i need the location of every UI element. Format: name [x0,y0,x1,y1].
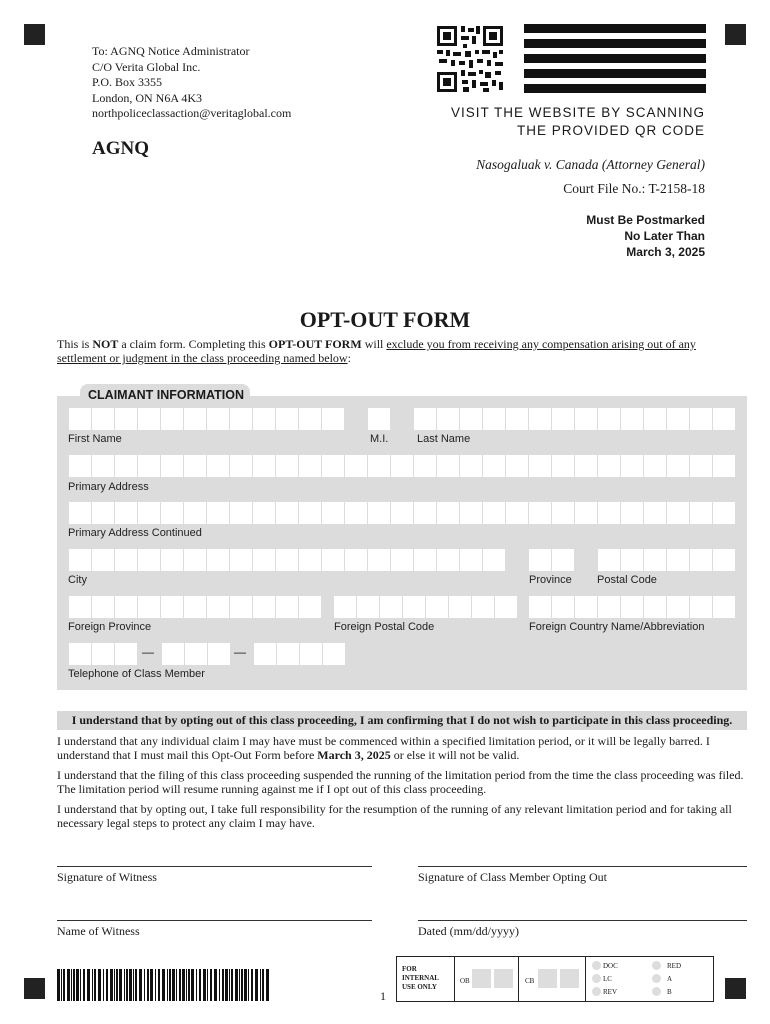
postmark-deadline [480,212,705,260]
internal-label: INTERNAL [402,974,439,982]
char-box[interactable] [621,455,643,477]
char-box[interactable] [162,643,184,665]
intro-not: NOT [92,337,119,351]
cb-label: CB [525,977,535,985]
char-box[interactable] [276,502,298,524]
declaration-paragraph [57,734,749,762]
char-box[interactable] [69,502,91,524]
char-box[interactable] [207,502,229,524]
char-box[interactable] [92,596,114,618]
char-box[interactable] [621,408,643,430]
registration-mark-bottom-left [24,978,45,999]
declaration-paragraph: I understand that by opting out, I take full responsibility for the resumption of the running of any relevant limitation period and for taking all necessary legal steps to protect any claim I may have. [57,802,732,830]
declaration-text: I understand that any individual claim I may have must be commenced within a specified limitation period, or it will be legally barred. I understand that I must mail this Opt-Out Form before [57,734,710,762]
telephone-label: Telephone of Class Member [68,668,205,680]
char-box[interactable] [644,455,666,477]
phone-prefix-boxes[interactable] [162,643,230,665]
last-name-boxes[interactable] [414,408,735,430]
char-box[interactable] [92,643,114,665]
char-box[interactable] [598,596,620,618]
phone-dash: — [234,645,246,659]
char-box[interactable] [552,502,574,524]
province-boxes[interactable] [529,549,574,571]
char-box[interactable] [299,408,321,430]
char-box[interactable] [690,596,712,618]
intro-text: This is [57,337,93,351]
char-box[interactable] [414,549,436,571]
char-box[interactable] [253,549,275,571]
char-box[interactable] [380,596,402,618]
char-box[interactable] [403,596,425,618]
cb-box[interactable] [538,969,557,988]
char-box[interactable] [207,549,229,571]
char-box[interactable] [115,455,137,477]
char-box[interactable] [621,596,643,618]
char-box[interactable] [713,502,735,524]
char-box[interactable] [506,455,528,477]
char-box[interactable] [495,596,517,618]
rev-label: REV [603,988,617,996]
char-box[interactable] [598,549,620,571]
intro-text: a claim form. Completing this [118,337,269,351]
claimant-section-title: CLAIMANT INFORMATION [80,384,250,405]
char-box[interactable] [300,643,322,665]
qr-code-icon[interactable] [435,24,505,94]
form-intro [57,337,747,365]
char-box[interactable] [368,549,390,571]
postmark-line: Must Be Postmarked [586,213,705,227]
char-box[interactable] [437,502,459,524]
char-box[interactable] [208,643,230,665]
primary-address-cont-label: Primary Address Continued [68,527,202,539]
doc-radio[interactable] [592,961,601,970]
char-box[interactable] [345,549,367,571]
char-box[interactable] [414,408,436,430]
mi-label: M.I. [370,433,389,445]
char-box[interactable] [253,596,275,618]
char-box[interactable] [334,596,356,618]
last-name-label: Last Name [417,433,471,445]
char-box[interactable] [253,455,275,477]
char-box[interactable] [690,502,712,524]
witness-signature-label: Signature of Witness [57,870,157,884]
declaration-paragraph: I understand that the filing of this class proceeding suspended the running of the limitation period from the time the class proceeding was filed. The limitation period will resume running against me if I opt out of this class proceeding. [57,768,744,796]
witness-name-line[interactable] [57,920,372,921]
char-box[interactable] [644,596,666,618]
form-title: OPT-OUT FORM [299,307,471,332]
char-box[interactable] [472,596,494,618]
char-box[interactable] [667,502,689,524]
registration-mark-top-right [725,24,746,45]
char-box[interactable] [69,455,91,477]
ob-label: OB [460,977,470,985]
phone-dash: — [142,645,154,659]
char-box[interactable] [391,455,413,477]
char-box[interactable] [368,455,390,477]
char-box[interactable] [529,596,551,618]
char-box[interactable] [322,455,344,477]
char-box[interactable] [92,502,114,524]
char-box[interactable] [690,455,712,477]
char-box[interactable] [345,455,367,477]
char-box[interactable] [138,455,160,477]
char-box[interactable] [644,549,666,571]
char-box[interactable] [460,549,482,571]
char-box[interactable] [552,408,574,430]
char-box[interactable] [667,455,689,477]
char-box[interactable] [254,643,276,665]
foreign-country-boxes[interactable] [529,596,735,618]
case-name: Nasogaluak v. Canada (Attorney General) [476,157,705,172]
qr-caption-line: VISIT THE WEBSITE BY SCANNING [450,105,705,120]
char-box[interactable] [644,502,666,524]
char-box[interactable] [161,549,183,571]
char-box[interactable] [529,408,551,430]
char-box[interactable] [299,455,321,477]
char-box[interactable] [138,502,160,524]
postal-code-boxes[interactable] [598,549,735,571]
internal-label: FOR [402,965,417,973]
address-line: London, ON N6A 4K3 [92,90,202,105]
redaction-bars [524,24,706,99]
char-box[interactable] [483,502,505,524]
char-box[interactable] [529,502,551,524]
address-line: P.O. Box 3355 [92,75,163,89]
char-box[interactable] [621,549,643,571]
char-box[interactable] [667,596,689,618]
char-box[interactable] [184,596,206,618]
char-box[interactable] [92,455,114,477]
intro-text: will [361,337,387,351]
char-box[interactable] [713,549,735,571]
char-box[interactable] [598,408,620,430]
primary-address-label: Primary Address [68,481,149,493]
char-box[interactable] [161,502,183,524]
char-box[interactable] [667,549,689,571]
foreign-country-label: Foreign Country Name/Abbreviation [529,621,705,633]
char-box[interactable] [230,549,252,571]
internal-use-box [396,956,714,1002]
qr-caption [420,104,705,140]
char-box[interactable] [437,455,459,477]
char-box[interactable] [368,408,390,430]
char-box[interactable] [276,596,298,618]
char-box[interactable] [184,549,206,571]
char-box[interactable] [69,596,91,618]
char-box[interactable] [115,596,137,618]
witness-signature-line[interactable] [57,866,372,867]
declaration-date: March 3, 2025 [317,748,391,762]
declaration-text: or else it will not be valid. [390,748,520,762]
char-box[interactable] [299,549,321,571]
foreign-province-label: Foreign Province [68,621,152,633]
char-box[interactable] [437,549,459,571]
first-name-label: First Name [68,433,122,445]
mi-boxes[interactable] [368,408,390,430]
char-box[interactable] [391,549,413,571]
char-box[interactable] [92,408,114,430]
witness-name-label: Name of Witness [57,924,140,938]
char-box[interactable] [115,502,137,524]
a-radio[interactable] [652,974,661,983]
page-number: 1 [380,989,386,1003]
char-box[interactable] [184,455,206,477]
char-box[interactable] [621,502,643,524]
char-box[interactable] [357,596,379,618]
char-box[interactable] [184,502,206,524]
char-box[interactable] [230,596,252,618]
char-box[interactable] [690,549,712,571]
rev-radio[interactable] [592,987,601,996]
primary-address-cont-boxes[interactable] [69,502,735,524]
char-box[interactable] [414,455,436,477]
char-box[interactable] [322,408,344,430]
foreign-postal-label: Foreign Postal Code [334,621,435,633]
char-box[interactable] [138,549,160,571]
city-label: City [68,574,87,586]
qr-caption-line: THE PROVIDED QR CODE [516,123,705,138]
char-box[interactable] [161,455,183,477]
address-line: To: AGNQ Notice Administrator [92,44,250,58]
char-box[interactable] [483,549,505,571]
phone-line-boxes[interactable] [254,643,345,665]
char-box[interactable] [598,455,620,477]
char-box[interactable] [345,502,367,524]
char-box[interactable] [115,643,137,665]
char-box[interactable] [115,549,137,571]
char-box[interactable] [276,549,298,571]
char-box[interactable] [449,596,471,618]
red-label: RED [667,962,681,970]
char-box[interactable] [552,455,574,477]
char-box[interactable] [69,408,91,430]
char-box[interactable] [598,502,620,524]
member-signature-line[interactable] [418,866,747,867]
char-box[interactable] [506,408,528,430]
mailing-address [92,44,291,122]
char-box[interactable] [552,596,574,618]
org-code: AGNQ [92,138,149,159]
char-box[interactable] [207,596,229,618]
address-email: northpoliceclassaction@veritaglobal.com [92,106,292,120]
char-box[interactable] [207,408,229,430]
char-box[interactable] [184,408,206,430]
member-signature-label: Signature of Class Member Opting Out [418,870,607,884]
ob-box[interactable] [472,969,491,988]
char-box[interactable] [253,408,275,430]
char-box[interactable] [207,455,229,477]
char-box[interactable] [253,502,275,524]
confirm-statement: I understand that by opting out of this class proceeding, I am confirming that I do not wish to participate in this class proceeding. [57,711,747,730]
char-box[interactable] [299,502,321,524]
char-box[interactable] [552,549,574,571]
char-box[interactable] [483,455,505,477]
char-box[interactable] [277,643,299,665]
char-box[interactable] [69,549,91,571]
postmark-date: March 3, 2025 [626,245,705,259]
registration-mark-bottom-right [725,978,746,999]
char-box[interactable] [230,408,252,430]
b-radio[interactable] [652,987,661,996]
foreign-postal-boxes[interactable] [334,596,517,618]
intro-optout: OPT-OUT FORM [268,337,362,351]
char-box[interactable] [276,408,298,430]
internal-label: USE ONLY [402,983,437,991]
char-box[interactable] [161,596,183,618]
dated-label: Dated (mm/dd/yyyy) [418,924,519,938]
intro-exclusion: exclude you from receiving any compensation arising out of any settlement or judgment in the class proceeding named below [57,337,696,365]
char-box[interactable] [138,408,160,430]
postal-code-label: Postal Code [597,574,657,586]
char-box[interactable] [185,643,207,665]
char-box[interactable] [426,596,448,618]
char-box[interactable] [437,408,459,430]
address-line: C/O Verita Global Inc. [92,59,201,74]
cb-box[interactable] [560,969,579,988]
province-label: Province [529,574,572,586]
char-box[interactable] [276,455,298,477]
char-box[interactable] [69,643,91,665]
red-radio[interactable] [652,961,661,970]
char-box[interactable] [368,502,390,524]
char-box[interactable] [322,502,344,524]
char-box[interactable] [667,408,689,430]
char-box[interactable] [230,502,252,524]
foreign-province-boxes[interactable] [69,596,321,618]
primary-address-boxes[interactable] [69,455,735,477]
registration-mark-top-left [24,24,45,45]
char-box[interactable] [115,408,137,430]
intro-text: : [347,351,351,365]
char-box[interactable] [460,502,482,524]
char-box[interactable] [483,408,505,430]
char-box[interactable] [391,502,413,524]
char-box[interactable] [460,408,482,430]
lc-radio[interactable] [592,974,601,983]
b-label: B [667,988,672,996]
char-box[interactable] [299,596,321,618]
char-box[interactable] [323,643,345,665]
lc-label: LC [603,975,612,983]
char-box[interactable] [138,596,160,618]
postmark-line: No Later Than [624,229,705,243]
city-boxes[interactable] [69,549,505,571]
a-label: A [667,975,673,983]
char-box[interactable] [713,408,735,430]
char-box[interactable] [230,455,252,477]
court-file-number: Court File No.: T-2158-18 [563,181,705,196]
claimant-panel [57,396,747,690]
char-box[interactable] [414,502,436,524]
char-box[interactable] [92,549,114,571]
char-box[interactable] [644,408,666,430]
ob-box[interactable] [494,969,513,988]
doc-label: DOC [603,962,618,970]
char-box[interactable] [529,549,551,571]
char-box[interactable] [713,596,735,618]
char-box[interactable] [322,549,344,571]
char-box[interactable] [575,502,597,524]
char-box[interactable] [690,408,712,430]
char-box[interactable] [161,408,183,430]
char-box[interactable] [506,502,528,524]
char-box[interactable] [575,455,597,477]
char-box[interactable] [713,455,735,477]
char-box[interactable] [529,455,551,477]
barcode-icon [57,969,270,1001]
char-box[interactable] [575,408,597,430]
char-box[interactable] [460,455,482,477]
phone-area-boxes[interactable] [69,643,137,665]
char-box[interactable] [575,596,597,618]
dated-line[interactable] [418,920,747,921]
first-name-boxes[interactable] [69,408,344,430]
